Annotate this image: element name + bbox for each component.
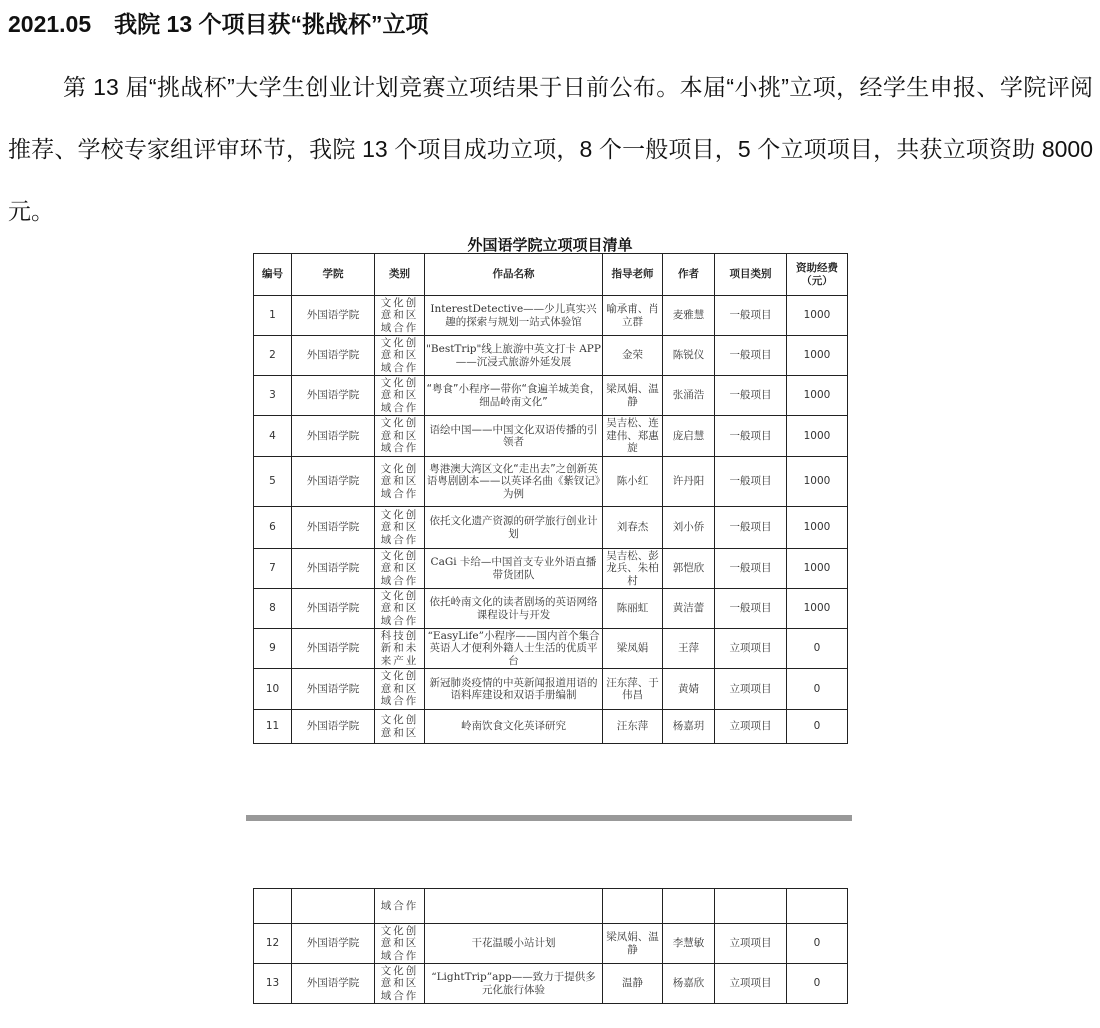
- cell-advisor: [603, 889, 663, 924]
- table-row: [254, 507, 848, 549]
- cell-college: 外国语学院: [292, 964, 375, 1004]
- cell-category: 文化创意和区: [375, 710, 425, 744]
- cell-author: 麦雅慧: [663, 296, 715, 336]
- cell-advisor: 梁凤娟、温静: [603, 376, 663, 416]
- table-row: [254, 336, 848, 376]
- cell-author: 庞启慧: [663, 416, 715, 457]
- cell-author: 杨嘉欣: [663, 964, 715, 1004]
- cell-funding: 1000: [787, 376, 848, 416]
- cell-project-type: 一般项目: [715, 507, 787, 549]
- header-number: 编号: [254, 254, 292, 296]
- cell-category: 文化创意和区域合作: [375, 336, 425, 376]
- table-row: [254, 296, 848, 336]
- cell-college: 外国语学院: [292, 416, 375, 457]
- cell-author: 刘小侨: [663, 507, 715, 549]
- cell-number: 4: [254, 416, 292, 457]
- cell-number: 12: [254, 924, 292, 964]
- cell-title: 岭南饮食文化英译研究: [425, 710, 603, 744]
- cell-project-type: 立项项目: [715, 924, 787, 964]
- cell-college: 外国语学院: [292, 710, 375, 744]
- cell-number: 2: [254, 336, 292, 376]
- cell-title: 粤港澳大湾区文化“走出去”之创新英语粤剧剧本——以英译名曲《紫钗记》为例: [425, 457, 603, 507]
- article-heading: 2021.05 我院 13 个项目获“挑战杯”立项: [8, 11, 429, 37]
- cell-category: 文化创意和区域合作: [375, 549, 425, 589]
- cell-college: 外国语学院: [292, 376, 375, 416]
- cell-funding: 0: [787, 629, 848, 669]
- cell-college: 外国语学院: [292, 589, 375, 629]
- cell-category: 文化创意和区域合作: [375, 457, 425, 507]
- cell-college: [292, 889, 375, 924]
- cell-title: “EasyLife”小程序——国内首个集合英语人才便利外籍人士生活的优质平台: [425, 629, 603, 669]
- cell-author: 杨嘉玥: [663, 710, 715, 744]
- cell-advisor: 陈小红: [603, 457, 663, 507]
- cell-advisor: 陈丽虹: [603, 589, 663, 629]
- cell-college: 外国语学院: [292, 336, 375, 376]
- table-row: [254, 376, 848, 416]
- cell-funding: [787, 889, 848, 924]
- cell-funding: 1000: [787, 457, 848, 507]
- cell-category: 文化创意和区域合作: [375, 507, 425, 549]
- cell-funding: 1000: [787, 416, 848, 457]
- cell-category: 文化创意和区域合作: [375, 296, 425, 336]
- table-row: [254, 924, 848, 964]
- cell-author: 黄婧: [663, 669, 715, 710]
- cell-advisor: 汪东萍: [603, 710, 663, 744]
- cell-author: 张涌浩: [663, 376, 715, 416]
- cell-college: 外国语学院: [292, 296, 375, 336]
- table-row: [254, 889, 848, 924]
- cell-advisor: 刘春杰: [603, 507, 663, 549]
- cell-title: "BestTrip"线上旅游中英文打卡 APP——沉浸式旅游外延发展: [425, 336, 603, 376]
- cell-number: 5: [254, 457, 292, 507]
- table-row: [254, 457, 848, 507]
- cell-project-type: 一般项目: [715, 457, 787, 507]
- cell-project-type: 一般项目: [715, 549, 787, 589]
- project-table: [253, 253, 848, 744]
- cell-category: 文化创意和区域合作: [375, 924, 425, 964]
- cell-advisor: 温静: [603, 964, 663, 1004]
- cell-funding: 0: [787, 924, 848, 964]
- cell-advisor: 梁凤娟: [603, 629, 663, 669]
- cell-project-type: 一般项目: [715, 336, 787, 376]
- cell-author: 郭恺欣: [663, 549, 715, 589]
- table-row: [254, 629, 848, 669]
- cell-author: 李慧敏: [663, 924, 715, 964]
- cell-title: InterestDetective——少儿真实兴趣的探索与规划一站式体验馆: [425, 296, 603, 336]
- cell-number: 13: [254, 964, 292, 1004]
- cell-author: 许丹阳: [663, 457, 715, 507]
- cell-number: 6: [254, 507, 292, 549]
- article-paragraph: 第 13 届“挑战杯”大学生创业计划竞赛立项结果于日前公布。本届“小挑”立项，经学生申报、学院评阅推荐、学校专家组评审环节，我院 13 个项目成功立项，8 个一般项目，5 个立项项目，共获立项资助 8000 元。: [8, 74, 1093, 224]
- cell-project-type: 一般项目: [715, 376, 787, 416]
- cell-funding: 1000: [787, 296, 848, 336]
- cell-advisor: 吴吉松、连建伟、郑惠旋: [603, 416, 663, 457]
- project-table-continued: [253, 888, 848, 1004]
- cell-funding: 0: [787, 710, 848, 744]
- cell-category: 文化创意和区域合作: [375, 589, 425, 629]
- table-row: [254, 549, 848, 589]
- table-row: [254, 416, 848, 457]
- cell-college: 外国语学院: [292, 924, 375, 964]
- cell-category: 域合作: [375, 889, 425, 924]
- header-funding: 资助经费（元）: [787, 254, 848, 296]
- cell-funding: 1000: [787, 549, 848, 589]
- cell-college: 外国语学院: [292, 629, 375, 669]
- cell-category: 文化创意和区域合作: [375, 669, 425, 710]
- cell-category: 科技创新和未来产业: [375, 629, 425, 669]
- cell-project-type: 立项项目: [715, 964, 787, 1004]
- cell-title: “粤食”小程序—带你“食遍羊城美食，细品岭南文化”: [425, 376, 603, 416]
- cell-title: 依托文化遗产资源的研学旅行创业计划: [425, 507, 603, 549]
- cell-college: 外国语学院: [292, 549, 375, 589]
- cell-college: 外国语学院: [292, 669, 375, 710]
- cell-funding: 1000: [787, 507, 848, 549]
- cell-title: 新冠肺炎疫情的中英新闻报道用语的语料库建设和双语手册编制: [425, 669, 603, 710]
- cell-project-type: 一般项目: [715, 416, 787, 457]
- cell-funding: 1000: [787, 589, 848, 629]
- cell-category: 文化创意和区域合作: [375, 416, 425, 457]
- cell-title: CaGi 卡给—中国首支专业外语直播带货团队: [425, 549, 603, 589]
- table-caption: 外国语学院立项项目清单: [467, 236, 633, 254]
- table-row: [254, 589, 848, 629]
- cell-funding: 0: [787, 964, 848, 1004]
- cell-college: 外国语学院: [292, 457, 375, 507]
- cell-advisor: 喻承甫、肖立群: [603, 296, 663, 336]
- cell-title: “LightTrip”app——致力于提供多元化旅行体验: [425, 964, 603, 1004]
- cell-funding: 1000: [787, 336, 848, 376]
- cell-funding: 0: [787, 669, 848, 710]
- cell-project-type: 立项项目: [715, 710, 787, 744]
- cell-title: 依托岭南文化的读者剧场的英语网络课程设计与开发: [425, 589, 603, 629]
- cell-advisor: 金荣: [603, 336, 663, 376]
- cell-category: 文化创意和区域合作: [375, 376, 425, 416]
- cell-author: [663, 889, 715, 924]
- header-college: 学院: [292, 254, 375, 296]
- cell-author: 陈锐仪: [663, 336, 715, 376]
- cell-advisor: 梁凤娟、温静: [603, 924, 663, 964]
- header-category: 类别: [375, 254, 425, 296]
- cell-category: 文化创意和区域合作: [375, 964, 425, 1004]
- cell-number: 10: [254, 669, 292, 710]
- cell-project-type: [715, 889, 787, 924]
- cell-project-type: 立项项目: [715, 669, 787, 710]
- cell-college: 外国语学院: [292, 507, 375, 549]
- cell-title: 干花温暖小站计划: [425, 924, 603, 964]
- cell-author: 王萍: [663, 629, 715, 669]
- cell-project-type: 一般项目: [715, 296, 787, 336]
- table-row: [254, 669, 848, 710]
- table-header-row: [254, 254, 848, 296]
- cell-author: 黄洁蕾: [663, 589, 715, 629]
- cell-number: [254, 889, 292, 924]
- cell-title: [425, 889, 603, 924]
- cell-title: 语绘中国——中国文化双语传播的引领者: [425, 416, 603, 457]
- header-author: 作者: [663, 254, 715, 296]
- cell-number: 7: [254, 549, 292, 589]
- page-divider: [246, 815, 852, 821]
- cell-number: 8: [254, 589, 292, 629]
- cell-advisor: 汪东萍、于伟昌: [603, 669, 663, 710]
- table-row: [254, 964, 848, 1004]
- header-title: 作品名称: [425, 254, 603, 296]
- header-advisor: 指导老师: [603, 254, 663, 296]
- cell-number: 9: [254, 629, 292, 669]
- cell-project-type: 一般项目: [715, 589, 787, 629]
- cell-advisor: 吴吉松、彭龙兵、朱柏村: [603, 549, 663, 589]
- table-row: [254, 710, 848, 744]
- header-project-type: 项目类别: [715, 254, 787, 296]
- cell-number: 1: [254, 296, 292, 336]
- cell-project-type: 立项项目: [715, 629, 787, 669]
- cell-number: 11: [254, 710, 292, 744]
- cell-number: 3: [254, 376, 292, 416]
